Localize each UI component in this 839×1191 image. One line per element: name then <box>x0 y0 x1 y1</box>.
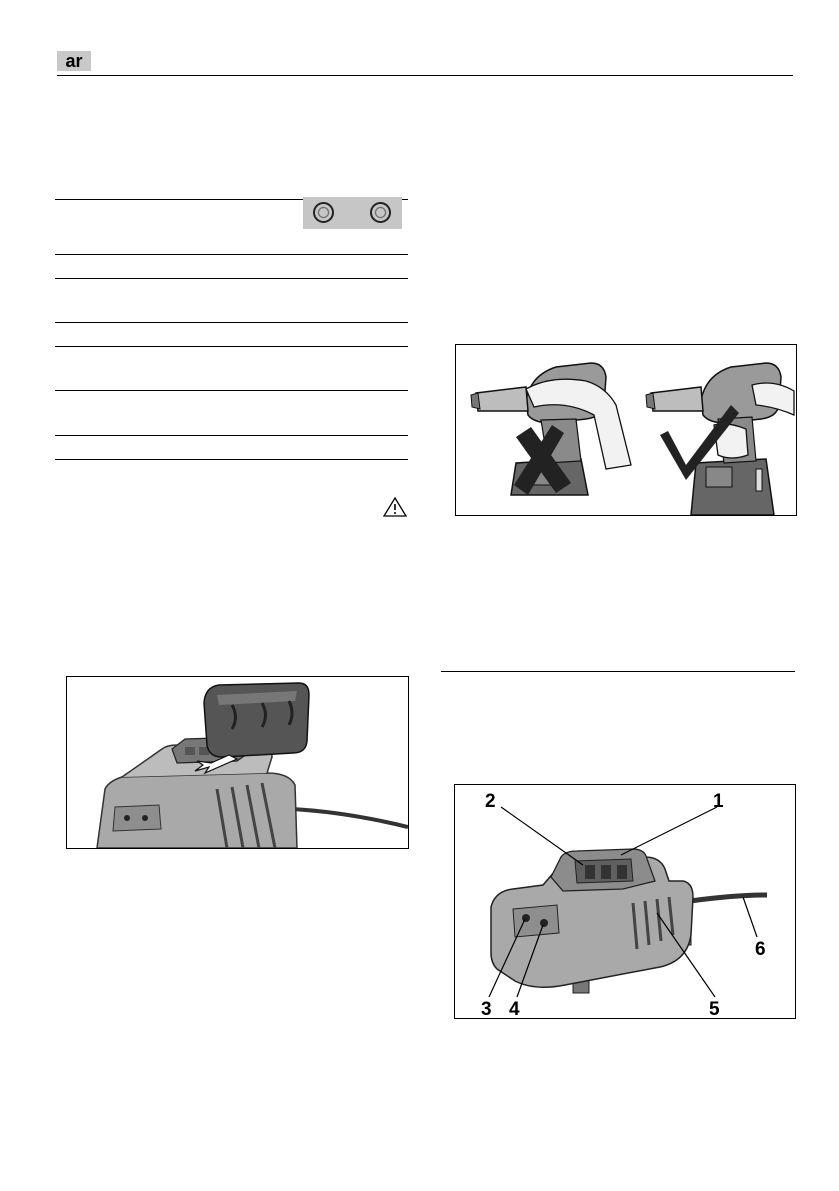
battery-insertion-illustration <box>67 677 408 848</box>
led-icon <box>370 202 391 223</box>
drill-grip-illustration <box>456 345 796 515</box>
table-rule <box>55 459 408 460</box>
table-rule <box>55 254 408 255</box>
callout-label-3: 3 <box>481 999 492 1018</box>
drill-grip-figure <box>455 344 797 516</box>
callout-label-5: 5 <box>709 999 720 1018</box>
table-rule <box>55 390 408 391</box>
table-rule <box>55 346 408 347</box>
table-rule <box>55 278 408 279</box>
charger-parts-figure <box>454 784 796 1019</box>
language-tag: ar <box>57 51 91 71</box>
callout-label-6: 6 <box>755 939 766 960</box>
led-icon <box>313 202 334 223</box>
section-rule <box>441 671 795 672</box>
callout-label-1: 1 <box>713 791 724 812</box>
table-rule <box>55 435 408 436</box>
led-indicator-panel <box>303 197 402 229</box>
incorrect-grip-illustration <box>471 363 631 495</box>
warning-icon <box>383 497 407 517</box>
correct-grip-illustration <box>646 363 794 515</box>
table-rule <box>55 322 408 323</box>
charger-parts-illustration <box>455 785 795 1018</box>
battery-insertion-figure <box>66 676 409 849</box>
callout-label-2: 2 <box>485 791 496 812</box>
header-rule <box>57 75 793 76</box>
callout-label-4: 4 <box>509 999 520 1018</box>
